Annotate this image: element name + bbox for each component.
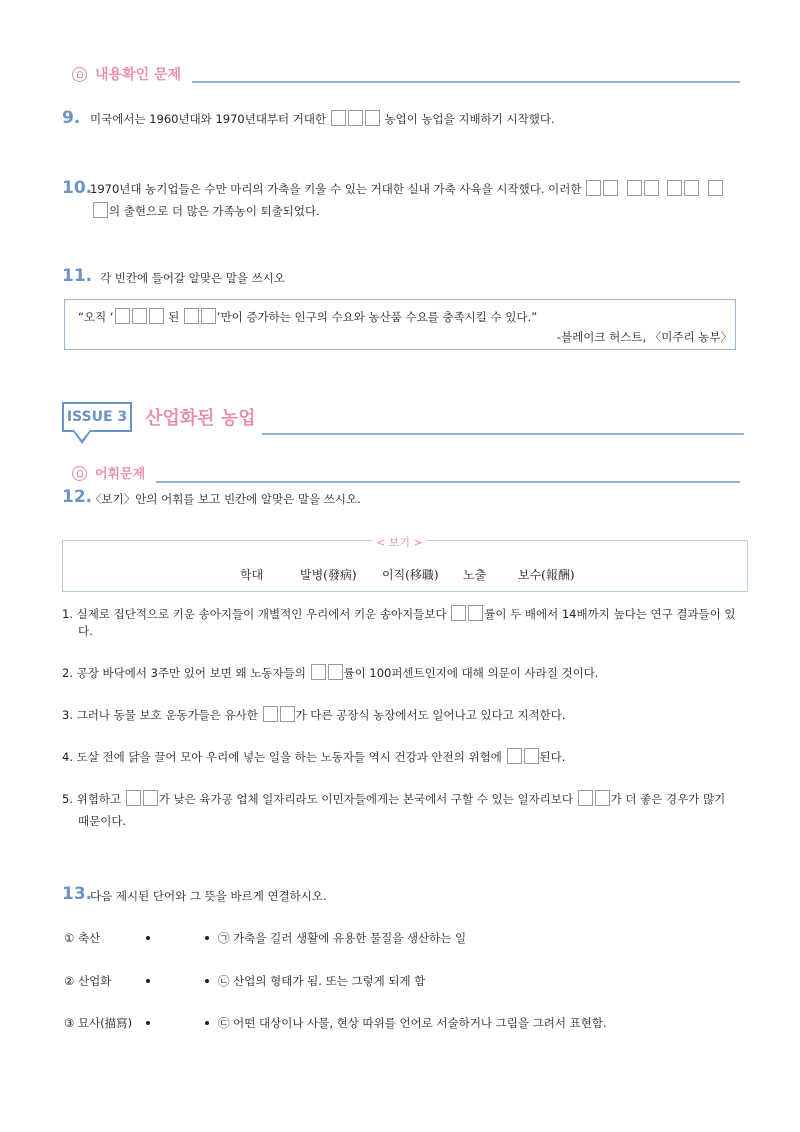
answer-blank[interactable] [644,180,659,196]
answer-blank[interactable] [132,308,147,324]
match-right-3: ㉢ 어떤 대상이나 사물, 현상 따위를 언어로 서술하거나 그림을 그려서 표현함. [218,1016,607,1030]
section-title-vocabulary: 어휘문제 [95,467,146,482]
answer-blank[interactable] [684,180,699,196]
item-2-text-before: 2. 공장 바닥에서 3주만 있어 보면 왜 노동자들의 [62,666,306,680]
question-9-text-after: 농업이 농업을 지배하기 시작했다. [384,112,555,126]
answer-blank[interactable] [507,748,522,764]
item-5-text-before: 5. 위험하고 [62,792,122,806]
item-5-line2: 때문이다. [78,814,127,828]
match-dot-left[interactable] [146,936,150,940]
answer-blank[interactable] [578,790,593,806]
item-4 [62,748,565,766]
item-1-line2: 다. [78,624,93,638]
bogi-word: 보수(報酬) [518,568,575,582]
question-10-line2 [92,202,320,220]
item-2-text-after: 률이 100퍼센트인지에 대해 의문이 사라질 것이다. [343,666,599,680]
question-11-instruction: 각 빈칸에 들어갈 알맞은 말을 쓰시오 [100,271,285,285]
question-9-text-before: 미국에서는 1960년대와 1970년대부터 거대한 [90,112,327,126]
answer-blank[interactable] [708,180,723,196]
match-dot-right[interactable] [205,979,209,983]
question-9-text [90,110,555,128]
quote-end: ’만이 증가하는 인구의 수요와 농산품 수요를 충족시킬 수 있다.” [216,310,538,324]
bogi-title: < 보기 > [372,534,427,550]
match-dot-left[interactable] [146,979,150,983]
question-10-text: 1970년대 농기업들은 수만 마리의 가축을 키울 수 있는 거대한 실내 가축 사육을 시작했다. 이러한 [90,182,582,196]
question-number-9: 9. [62,108,81,128]
answer-blank[interactable] [184,308,199,324]
answer-blank[interactable] [365,110,380,126]
answer-blank[interactable] [280,706,295,722]
answer-blank[interactable] [328,664,343,680]
question-number-10: 10. [62,178,93,198]
answer-blank[interactable] [468,605,483,621]
question-number-12: 12. [62,487,93,507]
bogi-word: 학대 [240,568,264,582]
answer-blank[interactable] [524,748,539,764]
question-number-13: 13. [62,884,93,904]
answer-blank[interactable] [627,180,642,196]
question-10-line1 [90,180,724,198]
item-5-text-after: 가 더 좋은 경우가 많기 [610,792,726,806]
answer-blank[interactable] [667,180,682,196]
answer-blank[interactable] [451,605,466,621]
item-1 [62,605,736,623]
issue-divider [262,433,744,435]
question-12-instruction: 〈보기〉안의 어휘를 보고 빈칸에 알맞은 말을 쓰시오. [90,492,361,506]
item-4-text-before: 4. 도살 전에 닭을 끌어 모아 우리에 넣는 일을 하는 노동자들 역시 건강과 안전의 위험에 [62,750,502,764]
issue-badge-tail-inner [74,430,90,440]
match-dot-right[interactable] [205,1021,209,1025]
answer-blank[interactable] [149,308,164,324]
bogi-word: 노출 [463,568,487,582]
match-left-3: ③ 묘사(描寫) [64,1016,133,1030]
answer-blank[interactable] [595,790,610,806]
quote-text [78,308,537,326]
match-right-1: ㉠ 가축을 길러 생활에 유용한 물질을 생산하는 일 [218,931,467,945]
answer-blank[interactable] [348,110,363,126]
answer-blank[interactable] [603,180,618,196]
section-title-content-check: 내용확인 문제 [95,67,182,83]
quote-mid: 된 [168,310,180,324]
item-2 [62,664,598,682]
item-3-text-after: 가 다른 공장식 농장에서도 일어나고 있다고 지적한다. [295,708,566,722]
match-dot-right[interactable] [205,936,209,940]
match-left-2: ② 산업화 [64,974,112,988]
answer-blank[interactable] [331,110,346,126]
answer-blank[interactable] [143,790,158,806]
answer-blank[interactable] [201,308,216,324]
answer-blank[interactable] [115,308,130,324]
match-right-2: ㉡ 산업의 형태가 됨. 또는 그렇게 되게 함 [218,974,426,988]
item-1-text-after: 률이 두 배에서 14배까지 높다는 연구 결과들이 있 [484,607,736,621]
item-5 [62,790,725,808]
issue-title: 산업화된 농업 [145,408,256,429]
question-number-11: 11. [62,266,93,286]
section-divider [192,81,740,83]
item-5-text-mid: 가 낮은 육가공 업체 일자리라도 이민자들에게는 본국에서 구할 수 있는 일자리보다 [158,792,573,806]
quote-start: “오직 ‘ [78,310,114,324]
answer-blank[interactable] [263,706,278,722]
bogi-word: 이직(移職) [382,568,439,582]
answer-blank[interactable] [311,664,326,680]
lightbulb-icon [72,67,87,82]
question-13-instruction: 다음 제시된 단어와 그 뜻을 바르게 연결하시오. [90,889,327,903]
quote-source: -블레이크 허스트, 〈미주리 농부〉 [556,330,732,344]
issue-badge: ISSUE 3 [62,402,132,432]
match-left-1: ① 축산 [64,931,101,945]
question-10-text-after: 의 출현으로 더 많은 가족농이 퇴출되었다. [109,204,320,218]
answer-blank[interactable] [93,202,108,218]
item-4-text-after: 된다. [539,750,566,764]
section-divider [156,481,740,483]
item-3-text-before: 3. 그러나 동물 보호 운동가들은 유사한 [62,708,258,722]
answer-blank[interactable] [126,790,141,806]
match-dot-left[interactable] [146,1021,150,1025]
item-1-text-before: 1. 실제로 집단적으로 키운 송아지들이 개별적인 우리에서 키운 송아지들보다 [62,607,447,621]
answer-blank[interactable] [586,180,601,196]
bogi-word: 발병(發病) [300,568,357,582]
lightbulb-icon [72,466,87,481]
item-3 [62,706,566,724]
